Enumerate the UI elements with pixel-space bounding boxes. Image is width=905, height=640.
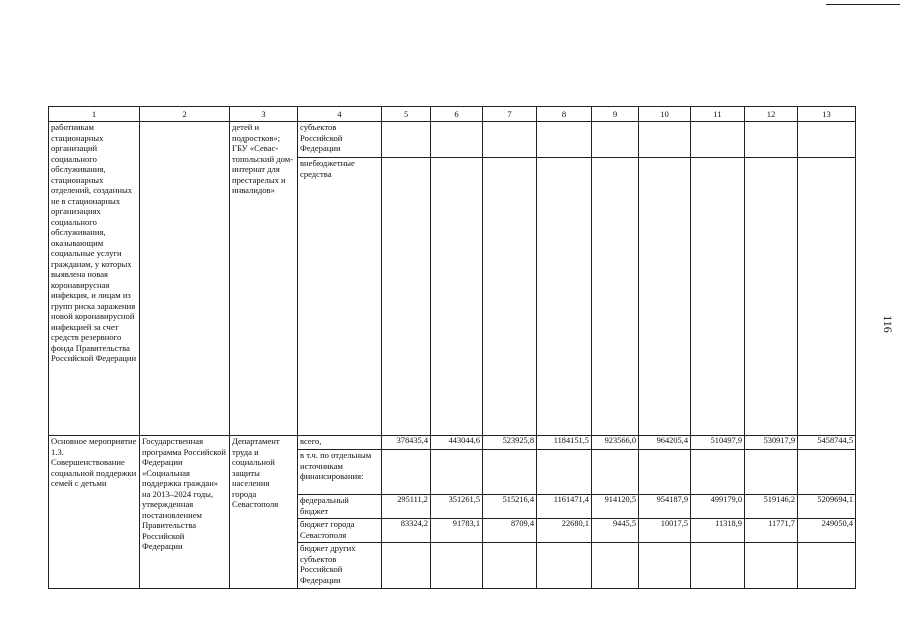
program-cell xyxy=(140,122,230,436)
value-cell: 954187,9 xyxy=(639,495,691,519)
executor-cell: детей и подростков»; ГБУ «Севас-топольский дом-интернат для престарелых и инвалидов» xyxy=(230,122,298,436)
value-cell: 9445,5 xyxy=(592,519,639,543)
value-cell: 5458744,5 xyxy=(798,436,856,450)
value-cell: 11771,7 xyxy=(745,519,798,543)
value-cell: 295111,2 xyxy=(382,495,431,519)
source-cell: субъектов Российской Федерации xyxy=(298,122,382,158)
value-cell: 523925,8 xyxy=(483,436,537,450)
value-cell: 351261,5 xyxy=(431,495,483,519)
top-rule xyxy=(826,4,900,5)
value-cell: 10017,5 xyxy=(639,519,691,543)
table-row xyxy=(49,436,856,450)
financing-table xyxy=(48,106,856,589)
header-cell: 4 xyxy=(298,107,382,122)
value-cell: 530917,9 xyxy=(745,436,798,450)
value-cell: 1161471,4 xyxy=(537,495,592,519)
header-cell: 13 xyxy=(798,107,856,122)
program-cell: Государственная программа Российской Федерации «Социальная поддержка граждан» на 2013–2024 годы, утвержденная постановлением Правительства Российской Федерации xyxy=(140,436,230,589)
header-cell: 12 xyxy=(745,107,798,122)
executor-cell: Департамент труда и социальной защиты населения города Севастополя xyxy=(230,436,298,589)
table-row xyxy=(49,122,856,158)
value-cell: 8709,4 xyxy=(483,519,537,543)
source-cell: в т.ч. по отдельным источникам финансирования: xyxy=(298,450,382,495)
header-cell: 5 xyxy=(382,107,431,122)
header-cell: 8 xyxy=(537,107,592,122)
source-cell: внебюджетные средства xyxy=(298,158,382,436)
source-cell: бюджет других субъектов Российской Федерации xyxy=(298,543,382,589)
source-cell: всего, xyxy=(298,436,382,450)
header-cell: 9 xyxy=(592,107,639,122)
source-cell: федеральный бюджет xyxy=(298,495,382,519)
value-cell: 91783,1 xyxy=(431,519,483,543)
value-cell: 914120,5 xyxy=(592,495,639,519)
value-cell: 378435,4 xyxy=(382,436,431,450)
value-cell: 249050,4 xyxy=(798,519,856,543)
value-cell: 964205,4 xyxy=(639,436,691,450)
header-cell: 7 xyxy=(483,107,537,122)
value-cell: 1184151,5 xyxy=(537,436,592,450)
header-cell: 2 xyxy=(140,107,230,122)
value-cell: 83324,2 xyxy=(382,519,431,543)
measure-description: работникам стационарных организаций социального обслуживания, стационарных отделений, созданных не в стационарных организациях социального обслуживания, оказывающим социальные услуги гражданам, у которых выявлена новая коронавирусная инфекция, и лицам из групп риска заражения новой коронавирусной инфекцией за счет средств резервного фонда Правительства Российской Федерации xyxy=(49,122,140,436)
measure-description: Основное мероприятие 1.3. Совершенствование социальной поддержки семей с детьми xyxy=(49,436,140,589)
source-cell: бюджет города Севастополя xyxy=(298,519,382,543)
value-cell: 443044,6 xyxy=(431,436,483,450)
header-cell: 11 xyxy=(691,107,745,122)
value-cell: 515216,4 xyxy=(483,495,537,519)
value-cell: 519146,2 xyxy=(745,495,798,519)
page-number: 116 xyxy=(881,315,895,333)
header-row xyxy=(49,107,856,122)
value-cell: 923566,0 xyxy=(592,436,639,450)
value-cell: 510497,9 xyxy=(691,436,745,450)
value-cell: 499179,0 xyxy=(691,495,745,519)
value-cell: 22680,1 xyxy=(537,519,592,543)
header-cell: 1 xyxy=(49,107,140,122)
value-cell: 5209694,1 xyxy=(798,495,856,519)
value-cell: 11318,9 xyxy=(691,519,745,543)
header-cell: 3 xyxy=(230,107,298,122)
header-cell: 10 xyxy=(639,107,691,122)
header-cell: 6 xyxy=(431,107,483,122)
